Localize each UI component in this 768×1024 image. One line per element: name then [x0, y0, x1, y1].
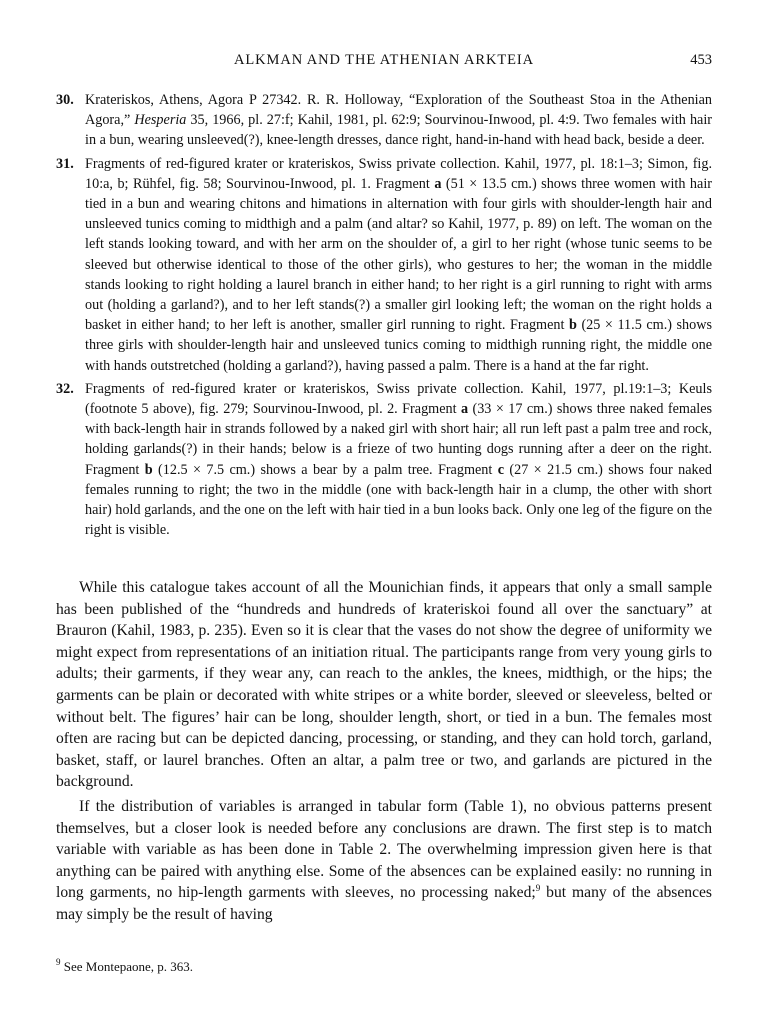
entry-text: (33 × 17 cm.) shows three naked females with back-length hair in strands followed by a naked girl with short hair; all run left past a palm tree and rock, holding garlands(?) in their hands; below is a frieze of two hunting dogs running after a deer on the right. Fragment [85, 401, 713, 478]
catalogue-entry-31 [56, 154, 712, 376]
fragment-label: b [568, 317, 577, 334]
catalogue-list [56, 90, 712, 543]
entry-text: (12.5 × 7.5 cm.) shows a bear by a palm tree. Fragment [152, 461, 498, 478]
entry-text: Krateriskos, Athens, Agora P 27342. R. R. Holloway, “Exploration of the Southeast Stoa in the Athenian Agora,” [85, 92, 712, 129]
entry-text: (51 × 13.5 cm.) shows three women with hair tied in a bun and wearing chitons and himations in alternation with four girls with shoulder-length hair and unsleeved tunics coming to midthigh and a palm (and altar? so Kahil, 1977, p. 89) on left. The woman on the left stands looking toward, and with her arm on the shoulder of, a girl to her right (whose tunic seems to be sleeved but otherwise identical to those of the other girls), who gestures to her; the woman in the middle stands looking to right holding a laurel branch in either hand; to her right is a girl running to right with arms out (holding a garland?), and to her left stands(?) a smaller girl looking left; the woman on the right holds a basket in either hand; to her left is another, smaller girl running to right. Fragment [85, 175, 712, 334]
paragraph-text: If the distribution of variables is arranged in tabular form (Table 1), no obvious patterns present themselves, but a closer look is needed before any conclusions are drawn. The first step is to match variable with variable as has been done in Table 2. The overwhelming impression given here is that anything can be paired with anything else. Some of the absences can be explained easily: no running in long garments, no hip-length garments with sleeves, no processing naked; [56, 797, 712, 902]
footnote-text: See Montepaone, p. 363. [60, 959, 194, 974]
catalogue-entry-32 [56, 379, 712, 541]
catalogue-entry-30 [56, 90, 712, 151]
footnote-marker: 9 [56, 957, 61, 967]
running-title: ALKMAN AND THE ATHENIAN ARKTEIA [234, 52, 534, 68]
entry-number: 30. [56, 92, 74, 108]
fragment-label: a [434, 175, 442, 192]
running-header [56, 52, 712, 74]
fragment-label: b [144, 461, 153, 478]
fragment-label: c [497, 461, 505, 478]
page-number: 453 [690, 52, 712, 68]
entry-text: (25 × 11.5 cm.) shows three girls with shoulder-length hair and unsleeved tunics coming to midthigh running right, the middle one with hands outstretched (holding a garland?), having passed a palm. There is a hand at the far right. [85, 317, 713, 374]
paragraph-2 [56, 796, 712, 926]
paragraph-1: While this catalogue takes account of all the Mounichian finds, it appears that only a small sample has been published of the “hundreds and hundreds of krateriskoi found all over the sanctuary” at Brauron (Kahil, 1983, p. 235). Even so it is clear that the vases do not show the degree of uniformity we might expect from representations of an initiation ritual. The participants range from very young girls to adults; their garments, if they wear any, can reach to the ankles, the knees, midthigh, or the hips; the garments can be plain or decorated with white stripes or a white border, sleeved or sleeveless, belted or without belt. The figures’ hair can be long, shoulder length, short, or tied in a bun. The females most often are racing but can be depicted dancing, processing, or standing, and they can hold torch, garland, basket, staff, or laurel branches. Often an altar, a palm tree or two, and garlands are pictured in the background. [56, 579, 712, 791]
paragraph-text: but many of the absences may simply be the result of having [56, 884, 712, 923]
body-text [56, 577, 712, 929]
entry-text: Fragments of red-figured krater or krateriskos, Swiss private collection. Kahil, 1977, pl.19:1–3; Keuls (footnote 5 above), fig. 279; Sourvinou-Inwood, pl. 2. Fragment [85, 380, 712, 418]
entry-text: 35, 1966, pl. 27:f; Kahil, 1981, pl. 62:9; Sourvinou-Inwood, pl. 4:9. Two females with hair in a bun, wearing unsleeved(?), knee-length dresses, dance right, hand-in-hand with head back, beside a deer. [85, 112, 712, 149]
entry-text: (27 × 21.5 cm.) shows four naked females running to right; the two in the middle (one with back-length hair in a clump, the other with short hair) hold garlands, and the one on the left with hair tied in a bun looks back. Only one leg of the figure on the right is visible. [85, 461, 712, 539]
footnote-reference[interactable]: 9 [535, 883, 541, 894]
footnote [56, 959, 712, 975]
fragment-label: a [460, 401, 469, 418]
entry-number: 31. [56, 155, 74, 172]
entry-number: 32. [56, 380, 74, 397]
entry-text: Fragments of red-figured krater or krateriskos, Swiss private collection. Kahil, 1977, pl. 18:1–3; Simon, fig. 10:a, b; Rühfel, fig. 58; Sourvinou-Inwood, pl. 1. Fragment [85, 155, 712, 192]
journal-title: Hesperia [134, 112, 187, 129]
